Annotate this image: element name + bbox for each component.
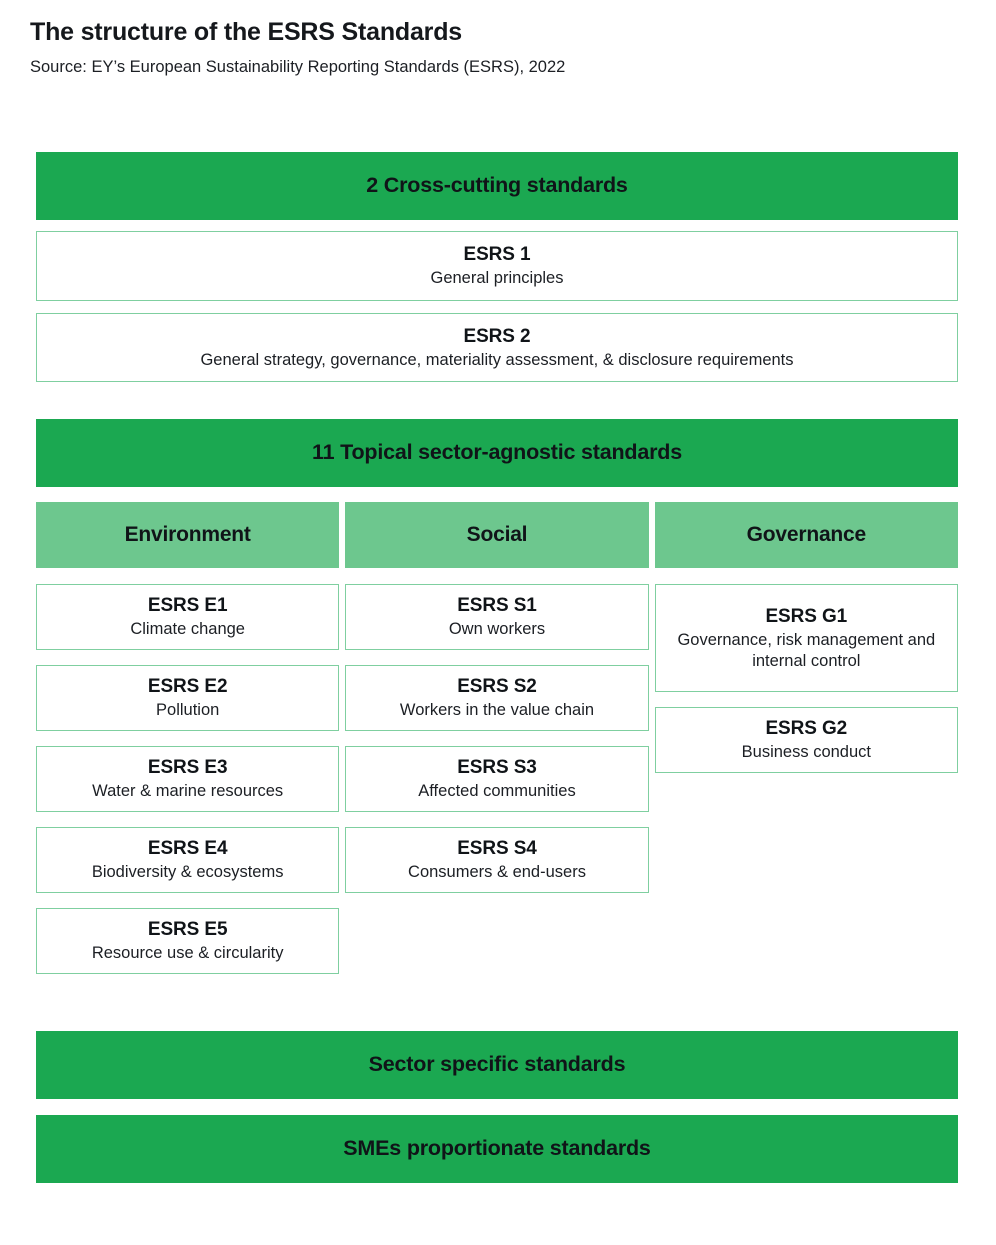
standard-description: Business conduct <box>741 743 871 762</box>
standard-card-esrs-e3 <box>36 746 339 812</box>
topical-columns <box>36 502 958 974</box>
standard-description: Climate change <box>130 620 245 639</box>
standard-description: General strategy, governance, materiality assessment, & disclosure requirements <box>200 350 794 369</box>
column-header-environment <box>36 502 339 568</box>
column-cards-social <box>345 584 648 893</box>
bottom-banners <box>36 1031 958 1183</box>
standard-code: ESRS S3 <box>457 757 537 779</box>
standard-card-esrs-s2 <box>345 665 648 731</box>
column-environment <box>36 502 339 974</box>
cross-cutting-banner <box>36 152 958 220</box>
column-cards-environment <box>36 584 339 974</box>
standard-description: Workers in the value chain <box>399 701 595 720</box>
column-header-label: Environment <box>124 523 251 546</box>
standard-card-esrs-2 <box>36 313 958 382</box>
standard-card-esrs-e5 <box>36 908 339 974</box>
cross-cutting-banner-label: 2 Cross-cutting standards <box>366 173 628 198</box>
column-social <box>345 502 648 893</box>
standard-code: ESRS S2 <box>457 676 537 698</box>
column-header-social <box>345 502 648 568</box>
column-header-label: Social <box>466 523 528 546</box>
cross-cutting-section <box>36 152 958 382</box>
standard-card-esrs-1 <box>36 231 958 301</box>
standard-code: ESRS 1 <box>463 244 531 266</box>
standard-code: ESRS G1 <box>765 605 848 627</box>
topical-banner-label: 11 Topical sector-agnostic standards <box>312 440 682 465</box>
standard-description: Consumers & end-users <box>408 863 586 882</box>
standard-description: Resource use & circularity <box>91 944 284 963</box>
standard-description: Own workers <box>448 620 546 639</box>
topical-section <box>36 419 958 974</box>
column-header-governance <box>655 502 958 568</box>
topical-banner <box>36 419 958 487</box>
column-header-label: Governance <box>746 523 867 546</box>
page-title: The structure of the ESRS Standards <box>30 18 462 46</box>
standard-code: ESRS S1 <box>457 595 537 617</box>
standard-code: ESRS 2 <box>463 325 531 347</box>
standard-card-esrs-s4 <box>345 827 648 893</box>
standard-code: ESRS E4 <box>147 838 228 860</box>
standard-code: ESRS E3 <box>147 757 228 779</box>
standard-card-esrs-e2 <box>36 665 339 731</box>
standard-code: ESRS G2 <box>765 718 848 740</box>
smes-proportionate-banner <box>36 1115 958 1183</box>
column-cards-governance <box>655 584 958 773</box>
standard-description: Pollution <box>156 701 220 720</box>
standard-card-esrs-g1 <box>655 584 958 692</box>
standard-code: ESRS E5 <box>147 919 228 941</box>
standard-description: General principles <box>430 269 564 288</box>
diagram-header <box>30 18 960 78</box>
standard-card-esrs-s3 <box>345 746 648 812</box>
standard-card-esrs-g2 <box>655 707 958 773</box>
standard-description: Affected communities <box>418 782 576 801</box>
standard-description: Governance, risk management and internal control <box>677 631 936 670</box>
source-caption: Source: EY’s European Sustainability Reporting Standards (ESRS), 2022 <box>30 57 566 76</box>
standard-description: Biodiversity & ecosystems <box>91 863 284 882</box>
standard-code: ESRS S4 <box>457 838 537 860</box>
diagram-body <box>36 152 958 1183</box>
standard-card-esrs-s1 <box>345 584 648 650</box>
standard-card-esrs-e1 <box>36 584 339 650</box>
smes-proportionate-banner-label: SMEs proportionate standards <box>343 1136 651 1161</box>
column-governance <box>655 502 958 773</box>
standard-description: Water & marine resources <box>92 782 284 801</box>
sector-specific-banner <box>36 1031 958 1099</box>
standard-card-esrs-e4 <box>36 827 339 893</box>
standard-code: ESRS E2 <box>147 676 228 698</box>
sector-specific-banner-label: Sector specific standards <box>368 1052 626 1077</box>
standard-code: ESRS E1 <box>147 595 228 617</box>
